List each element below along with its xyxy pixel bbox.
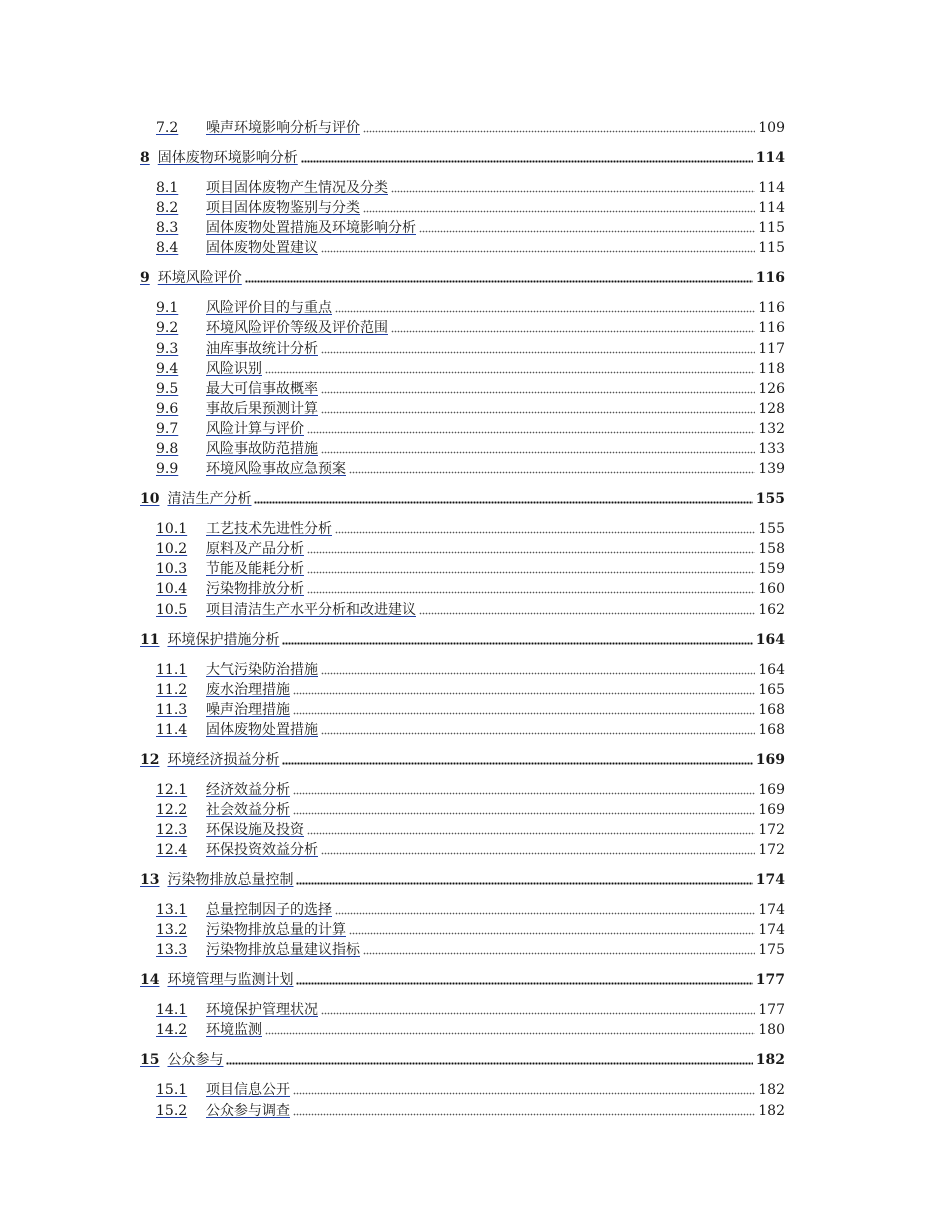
toc-entry-number: 10.2: [156, 541, 188, 557]
toc-section-link[interactable]: [156, 658, 785, 678]
toc-entry-number: 13.1: [156, 902, 188, 918]
toc-entry-number: 9.2: [156, 320, 179, 336]
toc-entry-page-number: 182: [755, 1052, 785, 1068]
dot-leader: [363, 210, 755, 213]
toc-chapter-link[interactable]: [140, 1048, 785, 1068]
toc-entry-title: 项目信息公开: [206, 1082, 290, 1098]
toc-entry-title: 大气污染防治措施: [206, 662, 318, 678]
toc-entry-title: 噪声环境影响分析与评价: [206, 120, 360, 136]
toc-section-link[interactable]: [156, 196, 785, 216]
toc-entry-number: 8.4: [156, 240, 179, 256]
dot-leader: [307, 571, 755, 574]
toc-entry-title: 公众参与调查: [206, 1103, 290, 1119]
toc-entry-number: 11: [140, 632, 160, 648]
toc-entry-title: 原料及产品分析: [206, 541, 304, 557]
toc-entry-page-number: 180: [758, 1022, 785, 1038]
toc-section-link[interactable]: [156, 377, 785, 397]
toc-entry-page-number: 133: [758, 441, 785, 457]
toc-section-link[interactable]: [156, 938, 785, 958]
toc-chapter-link[interactable]: [140, 266, 785, 286]
toc-entry-number: 9.4: [156, 361, 179, 377]
dot-leader: [349, 471, 755, 474]
toc-entry-title: 环境监测: [206, 1022, 262, 1038]
toc-entry-title: 公众参与: [167, 1052, 224, 1068]
toc-entry-number: 9.3: [156, 341, 179, 357]
toc-entry-number: 10.5: [156, 602, 188, 618]
toc-entry-page-number: 116: [758, 320, 785, 336]
toc-entry-page-number: 116: [755, 270, 785, 286]
toc-entry-title: 节能及能耗分析: [206, 561, 304, 577]
toc-entry-number: 7.2: [156, 120, 179, 136]
toc-entry-page-number: 172: [758, 822, 785, 838]
toc-entry-title: 污染物排放总量建议指标: [206, 942, 360, 958]
toc-entry-page-number: 182: [758, 1103, 785, 1119]
dot-leader: [321, 852, 755, 855]
toc-entry-page-number: 168: [758, 702, 785, 718]
toc-entry-page-number: 109: [758, 120, 785, 136]
toc-entry-number: 11.1: [156, 662, 188, 678]
toc-entry-number: 9.1: [156, 300, 179, 316]
dot-leader: [349, 932, 755, 935]
toc-entry-page-number: 174: [758, 902, 785, 918]
toc-section-link[interactable]: [156, 357, 785, 377]
toc-section-link[interactable]: [156, 557, 785, 577]
dot-leader: [391, 330, 755, 333]
toc-entry-page-number: 164: [758, 662, 785, 678]
dot-leader: [419, 230, 755, 233]
toc-entry-title: 环境风险评价等级及评价范围: [206, 320, 388, 336]
toc-entry-title: 污染物排放总量控制: [167, 872, 294, 888]
toc-section-link[interactable]: [156, 698, 785, 718]
toc-entry-title: 环境风险事故应急预案: [206, 461, 346, 477]
toc-section-link[interactable]: [156, 778, 785, 798]
toc-entry-page-number: 172: [758, 842, 785, 858]
toc-entry-title: 总量控制因子的选择: [206, 902, 332, 918]
toc-entry-number: 12.4: [156, 842, 188, 858]
toc-entry-page-number: 114: [758, 180, 785, 196]
toc-entry-title: 项目固体废物鉴别与分类: [206, 200, 360, 216]
toc-entry-number: 9.6: [156, 401, 179, 417]
toc-entry-title: 环境保护措施分析: [167, 632, 280, 648]
toc-entry-page-number: 182: [758, 1082, 785, 1098]
dot-leader: [391, 190, 755, 193]
toc-entry-title: 环境保护管理状况: [206, 1002, 318, 1018]
toc-section-link[interactable]: [156, 678, 785, 698]
toc-entry-page-number: 118: [758, 361, 785, 377]
toc-entry-number: 9: [140, 270, 150, 286]
toc-entry-title: 社会效益分析: [206, 802, 290, 818]
dot-leader: [321, 672, 755, 675]
dot-leader: [296, 882, 752, 885]
dot-leader: [307, 832, 755, 835]
toc-entry-number: 10: [140, 491, 160, 507]
toc-section-link[interactable]: [156, 998, 785, 1018]
dot-leader: [335, 912, 755, 915]
toc-section-link[interactable]: [156, 718, 785, 738]
toc-section-link[interactable]: [156, 918, 785, 938]
toc-entry-title: 风险识别: [206, 361, 262, 377]
toc-section-link[interactable]: [156, 598, 785, 618]
toc-entry-number: 14.2: [156, 1022, 188, 1038]
dot-leader: [301, 160, 753, 163]
toc-section-link[interactable]: [156, 1018, 785, 1038]
toc-entry-page-number: 174: [758, 922, 785, 938]
dot-leader: [293, 1113, 755, 1116]
toc-section-link[interactable]: [156, 337, 785, 357]
toc-chapter-link[interactable]: [140, 868, 785, 888]
toc-section-link[interactable]: [156, 898, 785, 918]
dot-leader: [293, 712, 755, 715]
dot-leader: [307, 431, 755, 434]
toc-entry-title: 事故后果预测计算: [206, 401, 318, 417]
toc-entry-number: 9.8: [156, 441, 179, 457]
dot-leader: [419, 612, 755, 615]
toc-entry-page-number: 158: [758, 541, 785, 557]
dot-leader: [321, 411, 755, 414]
dot-leader: [226, 1062, 752, 1065]
dot-leader: [293, 1092, 755, 1095]
dot-leader: [321, 451, 755, 454]
toc-chapter-link[interactable]: [140, 146, 785, 166]
toc-entry-title: 项目清洁生产水平分析和改进建议: [206, 602, 416, 618]
toc-section-link[interactable]: [156, 216, 785, 236]
toc-entry-title: 工艺技术先进性分析: [206, 521, 332, 537]
dot-leader: [265, 371, 755, 374]
toc-entry-number: 14.1: [156, 1002, 188, 1018]
dot-leader: [293, 692, 755, 695]
toc-entry-number: 14: [140, 972, 160, 988]
toc-section-link[interactable]: [156, 296, 785, 316]
toc-section-link[interactable]: [156, 517, 785, 537]
toc-entry-title: 污染物排放总量的计算: [206, 922, 346, 938]
dot-leader: [293, 812, 755, 815]
dot-leader: [335, 310, 755, 313]
toc-entry-page-number: 132: [758, 421, 785, 437]
toc-entry-number: 12.1: [156, 782, 188, 798]
toc-entry-title: 最大可信事故概率: [206, 381, 318, 397]
toc-entry-title: 废水治理措施: [206, 682, 290, 698]
toc-section-link[interactable]: [156, 537, 785, 557]
dot-leader: [254, 501, 752, 504]
toc-entry-number: 13.2: [156, 922, 188, 938]
dot-leader: [282, 762, 752, 765]
toc-section-link[interactable]: [156, 397, 785, 417]
toc-entry-number: 9.5: [156, 381, 179, 397]
toc-entry-page-number: 114: [758, 200, 785, 216]
toc-entry-title: 固体废物处置建议: [206, 240, 318, 256]
toc-entry-number: 8.1: [156, 180, 179, 196]
toc-entry-number: 12: [140, 752, 160, 768]
toc-entry-title: 风险事故防范措施: [206, 441, 318, 457]
toc-entry-title: 项目固体废物产生情况及分类: [206, 180, 388, 196]
toc-entry-title: 清洁生产分析: [167, 491, 252, 507]
dot-leader: [321, 1012, 755, 1015]
dot-leader: [321, 391, 755, 394]
toc-entry-page-number: 128: [758, 401, 785, 417]
toc-entry-title: 固体废物处置措施及环境影响分析: [206, 220, 416, 236]
toc-entry-title: 风险计算与评价: [206, 421, 304, 437]
toc-entry-title: 固体废物环境影响分析: [157, 150, 298, 166]
toc-section-link[interactable]: [156, 577, 785, 597]
toc-entry-number: 9.7: [156, 421, 179, 437]
toc-entry-number: 11.2: [156, 682, 188, 698]
toc-entry-number: 8.2: [156, 200, 179, 216]
toc-entry-page-number: 168: [758, 722, 785, 738]
dot-leader: [293, 792, 755, 795]
toc-chapter-link[interactable]: [140, 487, 785, 507]
dot-leader: [335, 531, 755, 534]
toc-entry-title: 固体废物处置措施: [206, 722, 318, 738]
toc-entry-title: 环保设施及投资: [206, 822, 304, 838]
toc-entry-number: 10.3: [156, 561, 188, 577]
toc-entry-number: 10.4: [156, 581, 188, 597]
toc-entry-page-number: 177: [758, 1002, 785, 1018]
dot-leader: [307, 551, 755, 554]
toc-entry-page-number: 162: [758, 602, 785, 618]
toc-section-link[interactable]: [156, 1078, 785, 1098]
toc-entry-number: 9.9: [156, 461, 179, 477]
toc-section-link[interactable]: [156, 818, 785, 838]
toc-entry-title: 环保投资效益分析: [206, 842, 318, 858]
dot-leader: [245, 280, 753, 283]
toc-section-link[interactable]: [156, 417, 785, 437]
toc-entry-page-number: 155: [758, 521, 785, 537]
toc-entry-title: 环境管理与监测计划: [167, 972, 294, 988]
toc-entry-title: 经济效益分析: [206, 782, 290, 798]
dot-leader: [265, 1032, 755, 1035]
toc-entry-page-number: 177: [755, 972, 785, 988]
toc-entry-number: 15.2: [156, 1103, 188, 1119]
toc-entry-page-number: 155: [755, 491, 785, 507]
toc-entry-number: 11.4: [156, 722, 188, 738]
toc-entry-page-number: 164: [755, 632, 785, 648]
toc-chapter-link[interactable]: [140, 628, 785, 648]
toc-chapter-link[interactable]: [140, 748, 785, 768]
toc-section-link[interactable]: [156, 798, 785, 818]
toc-section-link[interactable]: [156, 838, 785, 858]
toc-entry-page-number: 115: [758, 240, 785, 256]
toc-section-link[interactable]: [156, 457, 785, 477]
toc-entry-page-number: 169: [758, 802, 785, 818]
toc-entry-number: 13.3: [156, 942, 188, 958]
dot-leader: [321, 250, 755, 253]
toc-entry-page-number: 114: [755, 150, 785, 166]
toc-entry-page-number: 169: [755, 752, 785, 768]
toc-entry-page-number: 169: [758, 782, 785, 798]
toc-entry-number: 12.3: [156, 822, 188, 838]
toc-section-link[interactable]: [156, 236, 785, 256]
toc-entry-page-number: 159: [758, 561, 785, 577]
toc-entry-number: 11.3: [156, 702, 188, 718]
toc-entry-number: 10.1: [156, 521, 188, 537]
toc-entry-number: 15.1: [156, 1082, 188, 1098]
toc-entry-number: 15: [140, 1052, 160, 1068]
toc-section-link[interactable]: [156, 316, 785, 336]
dot-leader: [296, 982, 752, 985]
toc-entry-number: 13: [140, 872, 160, 888]
dot-leader: [363, 130, 755, 133]
toc-entry-page-number: 139: [758, 461, 785, 477]
toc-entry-page-number: 175: [758, 942, 785, 958]
toc-entry-page-number: 160: [758, 581, 785, 597]
dot-leader: [363, 952, 755, 955]
toc-entry-page-number: 174: [755, 872, 785, 888]
toc-chapter-link[interactable]: [140, 968, 785, 988]
toc-section-link[interactable]: [156, 1099, 785, 1119]
toc-entry-title: 环境风险评价: [157, 270, 242, 286]
toc-entry-number: 8.3: [156, 220, 179, 236]
toc-entry-title: 风险评价目的与重点: [206, 300, 332, 316]
toc-entry-title: 环境经济损益分析: [167, 752, 280, 768]
dot-leader: [282, 642, 752, 645]
toc-entry-page-number: 126: [758, 381, 785, 397]
toc-entry-title: 污染物排放分析: [206, 581, 304, 597]
toc-entry-number: 12.2: [156, 802, 188, 818]
dot-leader: [321, 351, 755, 354]
toc-section-link[interactable]: [156, 116, 785, 136]
toc-entry-page-number: 116: [758, 300, 785, 316]
toc-entry-title: 噪声治理措施: [206, 702, 290, 718]
toc-entry-page-number: 117: [758, 341, 785, 357]
toc-section-link[interactable]: [156, 437, 785, 457]
dot-leader: [307, 591, 755, 594]
toc-entry-page-number: 115: [758, 220, 785, 236]
toc-entry-number: 8: [140, 150, 150, 166]
toc-section-link[interactable]: [156, 176, 785, 196]
dot-leader: [321, 732, 755, 735]
toc-entry-page-number: 165: [758, 682, 785, 698]
toc-entry-title: 油库事故统计分析: [206, 341, 318, 357]
